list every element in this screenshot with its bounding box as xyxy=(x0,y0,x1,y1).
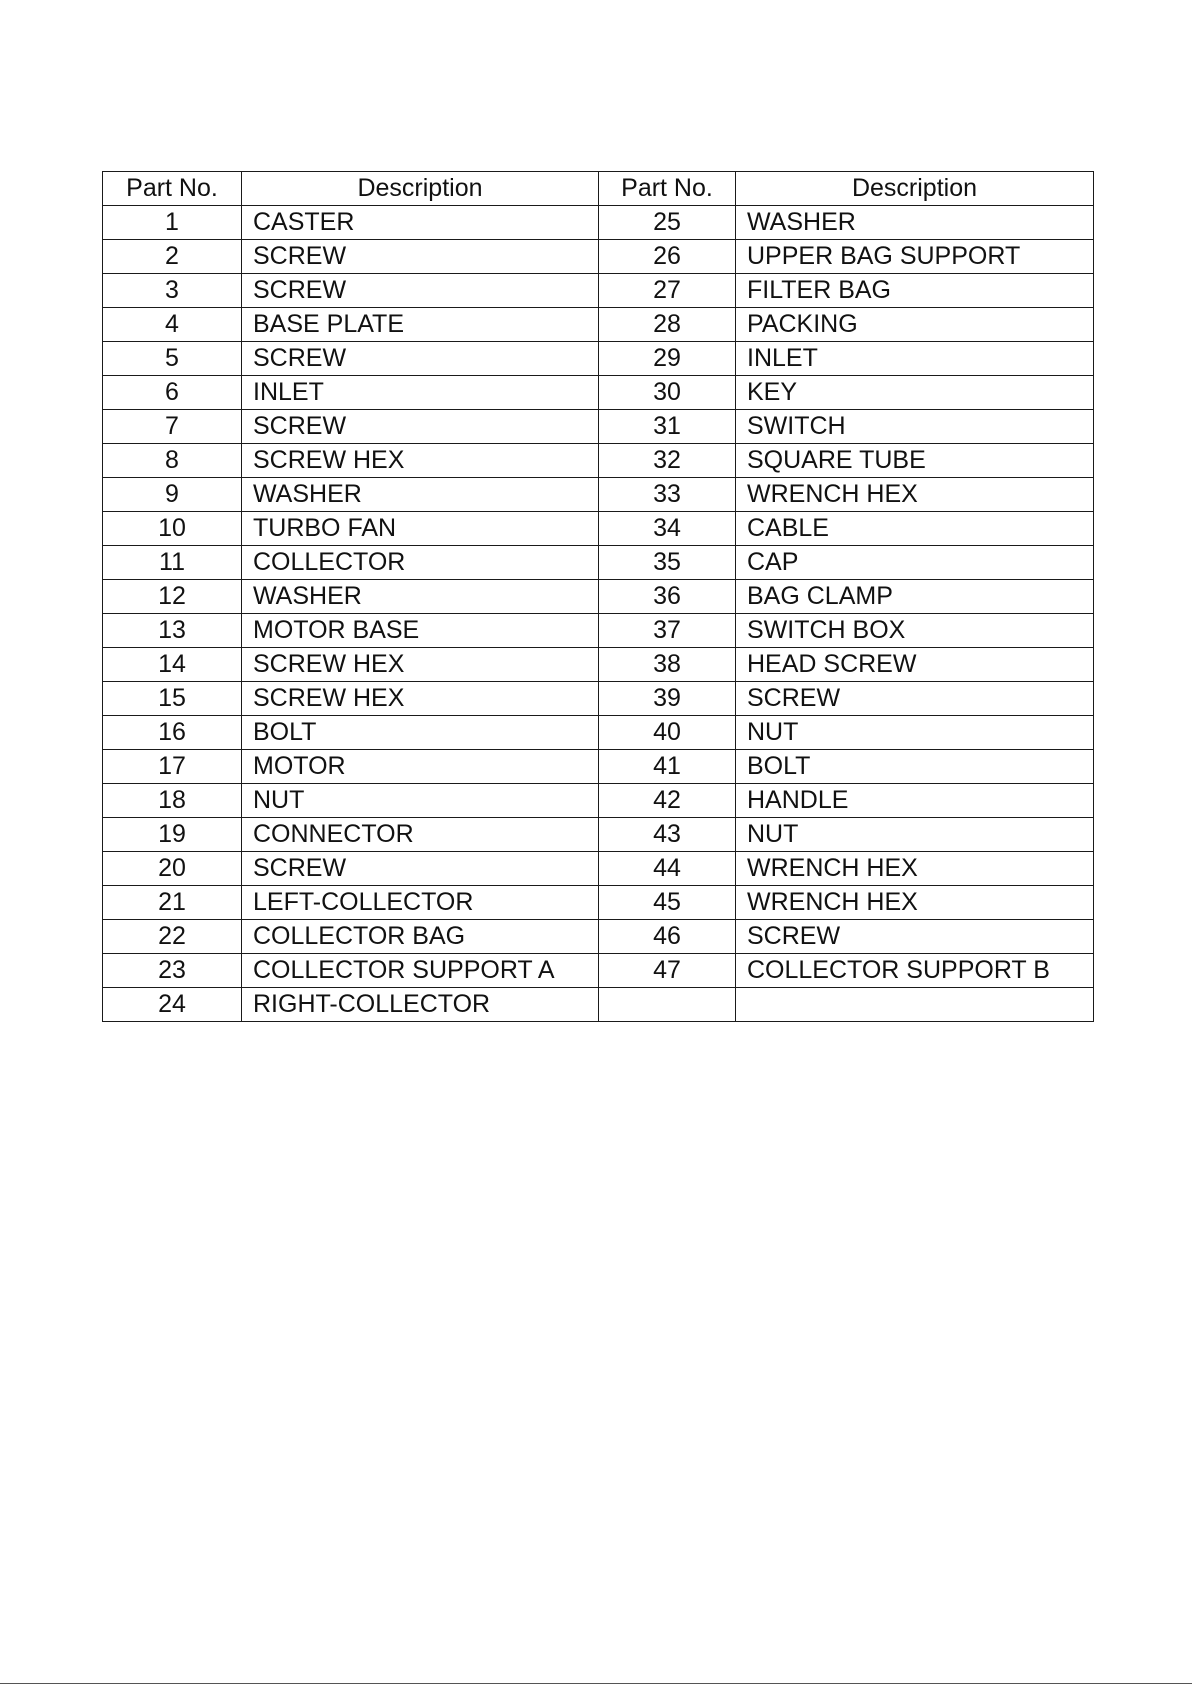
part-no-cell: 10 xyxy=(103,512,242,546)
part-no-cell: 3 xyxy=(103,274,242,308)
table-row xyxy=(103,444,1094,478)
description-cell: WASHER xyxy=(242,580,599,614)
description-cell: COLLECTOR xyxy=(242,546,599,580)
description-cell: BASE PLATE xyxy=(242,308,599,342)
table-row xyxy=(103,376,1094,410)
description-cell: SWITCH xyxy=(736,410,1094,444)
part-no-cell: 34 xyxy=(599,512,736,546)
part-no-cell: 23 xyxy=(103,954,242,988)
header-part-no-right: Part No. xyxy=(599,172,736,206)
description-cell: SCREW xyxy=(242,410,599,444)
table-row xyxy=(103,240,1094,274)
description-cell: WRENCH HEX xyxy=(736,886,1094,920)
description-cell: INLET xyxy=(736,342,1094,376)
description-cell: UPPER BAG SUPPORT xyxy=(736,240,1094,274)
description-cell: BOLT xyxy=(736,750,1094,784)
description-cell: COLLECTOR SUPPORT B xyxy=(736,954,1094,988)
part-no-cell: 16 xyxy=(103,716,242,750)
description-cell: WASHER xyxy=(242,478,599,512)
description-cell: CASTER xyxy=(242,206,599,240)
description-cell: COLLECTOR BAG xyxy=(242,920,599,954)
table-row xyxy=(103,206,1094,240)
part-no-cell: 40 xyxy=(599,716,736,750)
table-row xyxy=(103,988,1094,1022)
part-no-cell: 33 xyxy=(599,478,736,512)
part-no-cell: 15 xyxy=(103,682,242,716)
part-no-cell: 37 xyxy=(599,614,736,648)
part-no-cell: 18 xyxy=(103,784,242,818)
part-no-cell: 46 xyxy=(599,920,736,954)
description-cell: INLET xyxy=(242,376,599,410)
description-cell: NUT xyxy=(736,716,1094,750)
description-cell: SQUARE TUBE xyxy=(736,444,1094,478)
table-row xyxy=(103,308,1094,342)
description-cell: SCREW HEX xyxy=(242,682,599,716)
description-cell: KEY xyxy=(736,376,1094,410)
part-no-cell: 6 xyxy=(103,376,242,410)
table-row xyxy=(103,716,1094,750)
part-no-cell: 41 xyxy=(599,750,736,784)
table-row xyxy=(103,784,1094,818)
description-cell: NUT xyxy=(736,818,1094,852)
description-cell: SCREW xyxy=(242,240,599,274)
description-cell: TURBO FAN xyxy=(242,512,599,546)
description-cell: MOTOR BASE xyxy=(242,614,599,648)
part-no-cell: 29 xyxy=(599,342,736,376)
part-no-cell: 9 xyxy=(103,478,242,512)
table-row xyxy=(103,682,1094,716)
description-cell: BAG CLAMP xyxy=(736,580,1094,614)
part-no-cell: 38 xyxy=(599,648,736,682)
description-cell: WRENCH HEX xyxy=(736,852,1094,886)
part-no-cell: 11 xyxy=(103,546,242,580)
part-no-cell: 42 xyxy=(599,784,736,818)
table-row xyxy=(103,852,1094,886)
part-no-cell: 5 xyxy=(103,342,242,376)
part-no-cell: 22 xyxy=(103,920,242,954)
description-cell: HANDLE xyxy=(736,784,1094,818)
part-no-cell: 12 xyxy=(103,580,242,614)
table-row xyxy=(103,580,1094,614)
description-cell: SCREW xyxy=(736,920,1094,954)
part-no-cell: 24 xyxy=(103,988,242,1022)
description-cell: SCREW xyxy=(242,342,599,376)
description-cell: CAP xyxy=(736,546,1094,580)
description-cell: FILTER BAG xyxy=(736,274,1094,308)
description-cell: BOLT xyxy=(242,716,599,750)
part-no-cell: 13 xyxy=(103,614,242,648)
part-no-cell: 32 xyxy=(599,444,736,478)
part-no-cell: 47 xyxy=(599,954,736,988)
part-no-cell: 21 xyxy=(103,886,242,920)
part-no-cell: 45 xyxy=(599,886,736,920)
part-no-cell: 44 xyxy=(599,852,736,886)
table-row xyxy=(103,920,1094,954)
part-no-cell: 20 xyxy=(103,852,242,886)
description-cell: SCREW HEX xyxy=(242,648,599,682)
description-cell: COLLECTOR SUPPORT A xyxy=(242,954,599,988)
part-no-cell: 8 xyxy=(103,444,242,478)
header-part-no-left: Part No. xyxy=(103,172,242,206)
part-no-cell: 35 xyxy=(599,546,736,580)
table-row xyxy=(103,886,1094,920)
part-no-cell: 4 xyxy=(103,308,242,342)
part-no-cell: 17 xyxy=(103,750,242,784)
description-cell: SWITCH BOX xyxy=(736,614,1094,648)
parts-list-table xyxy=(102,171,1094,1022)
table-row xyxy=(103,546,1094,580)
table-body xyxy=(103,206,1094,1022)
part-no-cell: 2 xyxy=(103,240,242,274)
description-cell: SCREW xyxy=(242,274,599,308)
description-cell: WASHER xyxy=(736,206,1094,240)
part-no-cell: 36 xyxy=(599,580,736,614)
table-row xyxy=(103,410,1094,444)
description-cell: SCREW xyxy=(242,852,599,886)
part-no-cell: 7 xyxy=(103,410,242,444)
part-no-cell: 27 xyxy=(599,274,736,308)
part-no-cell: 30 xyxy=(599,376,736,410)
table-row xyxy=(103,512,1094,546)
table-row xyxy=(103,274,1094,308)
description-cell: WRENCH HEX xyxy=(736,478,1094,512)
table-row xyxy=(103,750,1094,784)
header-description-right: Description xyxy=(736,172,1094,206)
description-cell: LEFT-COLLECTOR xyxy=(242,886,599,920)
table-row xyxy=(103,478,1094,512)
table-row xyxy=(103,954,1094,988)
table-row xyxy=(103,342,1094,376)
description-cell xyxy=(736,988,1094,1022)
description-cell: CONNECTOR xyxy=(242,818,599,852)
description-cell: PACKING xyxy=(736,308,1094,342)
part-no-cell: 28 xyxy=(599,308,736,342)
description-cell: MOTOR xyxy=(242,750,599,784)
part-no-cell: 39 xyxy=(599,682,736,716)
description-cell: SCREW xyxy=(736,682,1094,716)
table-row xyxy=(103,648,1094,682)
part-no-cell: 19 xyxy=(103,818,242,852)
part-no-cell: 25 xyxy=(599,206,736,240)
part-no-cell: 43 xyxy=(599,818,736,852)
description-cell: SCREW HEX xyxy=(242,444,599,478)
part-no-cell: 26 xyxy=(599,240,736,274)
description-cell: CABLE xyxy=(736,512,1094,546)
part-no-cell: 1 xyxy=(103,206,242,240)
table-row xyxy=(103,614,1094,648)
description-cell: HEAD SCREW xyxy=(736,648,1094,682)
header-description-left: Description xyxy=(242,172,599,206)
header-row xyxy=(103,172,1094,206)
description-cell: RIGHT-COLLECTOR xyxy=(242,988,599,1022)
part-no-cell: 31 xyxy=(599,410,736,444)
table-header xyxy=(103,172,1094,206)
part-no-cell xyxy=(599,988,736,1022)
part-no-cell: 14 xyxy=(103,648,242,682)
description-cell: NUT xyxy=(242,784,599,818)
table-row xyxy=(103,818,1094,852)
page-bottom-rule xyxy=(0,1683,1192,1684)
